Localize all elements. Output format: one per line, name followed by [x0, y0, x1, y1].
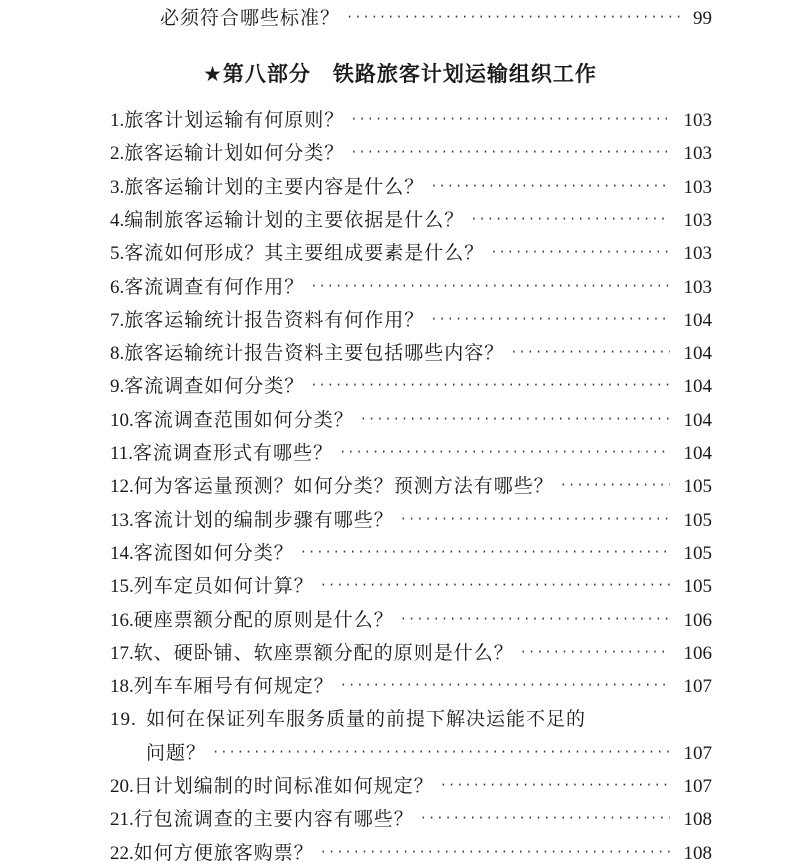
dot-leader: [320, 573, 670, 597]
toc-page-number: 103: [683, 176, 712, 198]
toc-entry-number: 22.: [110, 842, 134, 864]
toc-entry-text: 行包流调查的主要内容有哪些？: [133, 808, 414, 831]
toc-entry-number: 6.: [110, 276, 125, 298]
toc-entry-number: 19.: [110, 709, 137, 731]
section-title: 铁路旅客计划运输组织工作: [332, 62, 597, 86]
toc-entry: [110, 774, 712, 800]
toc-entry-number: 7.: [110, 309, 125, 331]
dot-leader: [440, 773, 670, 797]
toc-page-number: 104: [683, 309, 712, 331]
toc-page-number: 103: [683, 243, 712, 265]
section-heading: [0, 58, 800, 88]
toc-page-number: 106: [683, 609, 712, 631]
dot-leader: [350, 140, 670, 164]
dot-leader: [310, 373, 670, 397]
dot-leader: [400, 607, 670, 631]
toc-entry-number: 1.: [110, 110, 125, 131]
toc-entry: [110, 807, 712, 833]
toc-entry-text: 旅客运输计划如何分类？: [124, 142, 345, 165]
toc-page-number: 106: [683, 642, 712, 664]
dot-leader: [360, 407, 670, 431]
dot-leader: [340, 673, 670, 697]
toc-entry-number: 18.: [110, 676, 134, 698]
toc-entry-number: 20.: [110, 776, 134, 797]
toc-page-number: 103: [683, 276, 712, 298]
toc-page-number: 99: [693, 8, 712, 29]
toc-entry: [110, 441, 712, 467]
toc-entry-number: 14.: [110, 542, 134, 564]
section-part: 第八部分: [222, 62, 311, 86]
dot-leader: [350, 107, 670, 131]
toc-page-number: 105: [683, 576, 712, 598]
toc-entry: [110, 275, 712, 301]
toc-page-number: 105: [683, 476, 712, 498]
toc-entry-number: 12.: [110, 476, 134, 498]
toc-entry-text: 必须符合哪些标准？: [160, 7, 341, 29]
dot-leader: [339, 440, 670, 464]
toc-entry-number: 17.: [110, 642, 134, 664]
toc-page-number: 104: [683, 409, 712, 431]
dot-leader: [400, 507, 670, 531]
toc-entry: [110, 108, 712, 134]
toc-entry-number: 9.: [110, 376, 125, 398]
toc-page-number: 107: [683, 776, 712, 797]
toc-entry: [110, 641, 712, 667]
star-icon: ★: [203, 62, 223, 86]
toc-page-number: 107: [683, 742, 712, 764]
toc-entry-text: 客流计划的编制步骤有哪些？: [133, 508, 394, 531]
toc-entry-text: 如何在保证列车服务质量的前提下解决运能不足的: [146, 708, 587, 731]
toc-entry-text: 问题？: [146, 741, 207, 764]
dot-leader: [470, 207, 670, 231]
dot-leader: [430, 307, 670, 331]
toc-entry-continuation: [146, 741, 712, 767]
toc-entry-text: 软、硬卧铺、软座票额分配的原则是什么？: [133, 641, 514, 664]
toc-entry-number: 21.: [110, 809, 134, 831]
toc-entry-text: 客流调查如何分类？: [124, 375, 305, 398]
toc-entry: [110, 674, 712, 700]
toc-entry: [110, 341, 712, 367]
toc-entry-number: 5.: [110, 243, 125, 265]
toc-entry-continued: [160, 6, 712, 32]
toc-entry-text: 旅客运输计划的主要内容是什么？: [124, 175, 425, 198]
toc-page-number: 108: [683, 842, 712, 864]
toc-entry: [110, 841, 712, 867]
toc-entry-text: 硬座票额分配的原则是什么？: [133, 608, 394, 631]
toc-page-number: 105: [683, 542, 712, 564]
toc-entry: [110, 208, 712, 234]
toc-entry-number: 3.: [110, 176, 125, 198]
toc-entry-text: 何为客运量预测？如何分类？预测方法有哪些？: [133, 475, 554, 498]
dot-leader: [300, 540, 670, 564]
toc-entry-text: 如何方便旅客购票？: [133, 841, 314, 864]
toc-entry-number: 15.: [110, 576, 134, 598]
toc-entry-text: 旅客运输统计报告资料主要包括哪些内容？: [124, 342, 505, 365]
toc-entry-text: 旅客运输统计报告资料有何作用？: [124, 308, 425, 331]
dot-leader: [490, 240, 670, 264]
toc-page-number: 108: [683, 809, 712, 831]
toc-entry-text: 日计划编制的时间标准如何规定？: [133, 775, 434, 797]
dot-leader: [420, 806, 670, 830]
toc-page-number: 103: [683, 143, 712, 165]
toc-page-number: 105: [683, 509, 712, 531]
toc-page-number: 104: [683, 376, 712, 398]
toc-entry: [110, 141, 712, 167]
toc-entry-number: 2.: [110, 143, 125, 165]
toc-page-number: 104: [683, 443, 712, 464]
toc-entry: [110, 608, 712, 634]
toc-entry-text: 客流如何形成？其主要组成要素是什么？: [124, 242, 485, 265]
toc-entry-text: 列车定员如何计算？: [133, 575, 314, 598]
toc-page-number: 103: [683, 110, 712, 131]
dot-leader: [212, 740, 670, 764]
toc-entry: [110, 408, 712, 434]
toc-entry: [110, 508, 712, 534]
toc-entry-text: 客流调查形式有哪些？: [133, 442, 334, 464]
toc-page-number: 104: [683, 343, 712, 365]
toc-entry-number: 8.: [110, 343, 125, 365]
toc-entry: [110, 474, 712, 500]
toc-entry-number: 13.: [110, 509, 134, 531]
toc-entry: [110, 241, 712, 267]
toc-entry: [110, 374, 712, 400]
toc-entry-number: 10.: [110, 409, 134, 431]
toc-page-number: 107: [683, 676, 712, 698]
toc-entry: [110, 574, 712, 600]
toc-entry-text: 编制旅客运输计划的主要依据是什么？: [124, 208, 465, 231]
dot-leader: [320, 840, 670, 864]
toc-page-number: 103: [683, 209, 712, 231]
toc-entry-text: 客流图如何分类？: [133, 541, 294, 564]
toc-entry-number: 16.: [110, 609, 134, 631]
toc-entry-text: 客流调查有何作用？: [124, 275, 305, 298]
dot-leader: [510, 340, 670, 364]
toc-entry-text: 旅客计划运输有何原则？: [124, 109, 345, 131]
dot-leader: [310, 274, 670, 298]
dot-leader: [430, 174, 670, 198]
toc-entry-number: 11.: [110, 443, 134, 464]
toc-entry-number: 4.: [110, 209, 125, 231]
toc-entry-text: 列车车厢号有何规定？: [133, 675, 334, 698]
dot-leader: [560, 473, 670, 497]
toc-entry-text: 客流调查范围如何分类？: [133, 408, 354, 431]
toc-entry: [110, 175, 712, 201]
toc-entry: [110, 308, 712, 334]
dot-leader: [346, 5, 682, 29]
toc-entry: [110, 707, 586, 732]
toc-entry: [110, 541, 712, 567]
dot-leader: [520, 640, 670, 664]
